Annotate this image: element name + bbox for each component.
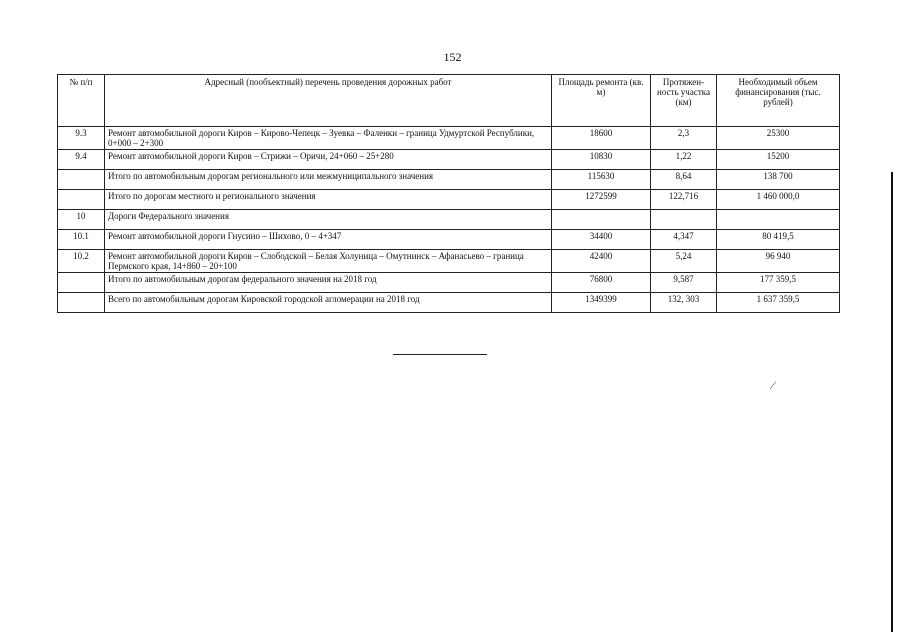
- row-funding: 1 637 359,5: [717, 293, 840, 313]
- row-name: Ремонт автомобильной дороги Киров – Стрижи – Оричи, 24+060 – 25+280: [105, 150, 552, 170]
- row-length: [651, 210, 717, 230]
- header-number: № п/п: [58, 75, 105, 127]
- scan-edge-line: [891, 172, 893, 632]
- row-area: 10830: [552, 150, 651, 170]
- row-number: [58, 293, 105, 313]
- row-area: 115630: [552, 170, 651, 190]
- closing-divider: [393, 354, 487, 355]
- row-area: 76800: [552, 273, 651, 293]
- row-number: [58, 273, 105, 293]
- row-name: Дороги Федерального значения: [105, 210, 552, 230]
- header-funding: Необходимый объем финансирования (тыс. рублей): [717, 75, 840, 127]
- row-length: 122,716: [651, 190, 717, 210]
- row-area: [552, 210, 651, 230]
- row-name: Итого по автомобильным дорогам федерального значения на 2018 год: [105, 273, 552, 293]
- row-name: Ремонт автомобильной дороги Киров – Кирово-Чепецк – Зуевка – Фаленки – граница Удмуртской Республики, 0+000 – 2+300: [105, 127, 552, 150]
- table-header-row: [58, 75, 840, 127]
- row-area: 42400: [552, 250, 651, 273]
- row-number: 9.3: [58, 127, 105, 150]
- table-row: [58, 250, 840, 273]
- header-repair-area: Площадь ремонта (кв. м): [552, 75, 651, 127]
- row-length: 8,64: [651, 170, 717, 190]
- row-number: 10.1: [58, 230, 105, 250]
- row-funding: 80 419,5: [717, 230, 840, 250]
- row-number: [58, 170, 105, 190]
- row-name: Всего по автомобильным дорогам Кировской городской агломерации на 2018 год: [105, 293, 552, 313]
- row-length: 5,24: [651, 250, 717, 273]
- row-length: 132, 303: [651, 293, 717, 313]
- row-name: Ремонт автомобильной дороги Гнусино – Шихово, 0 – 4+347: [105, 230, 552, 250]
- row-area: 34400: [552, 230, 651, 250]
- row-number: 10.2: [58, 250, 105, 273]
- table-row: [58, 230, 840, 250]
- row-area: 18600: [552, 127, 651, 150]
- row-length: 4,347: [651, 230, 717, 250]
- row-length: 9,587: [651, 273, 717, 293]
- table-row: [58, 170, 840, 190]
- header-address-list: Адресный (пообъектный) перечень проведения дорожных работ: [105, 75, 552, 127]
- row-name: Итого по автомобильным дорогам регионального или межмуниципального значения: [105, 170, 552, 190]
- row-funding: 138 700: [717, 170, 840, 190]
- row-area: 1349399: [552, 293, 651, 313]
- table-row: [58, 210, 840, 230]
- row-funding: 1 460 000,0: [717, 190, 840, 210]
- row-funding: 96 940: [717, 250, 840, 273]
- table-row: [58, 150, 840, 170]
- row-name: Ремонт автомобильной дороги Киров – Слободской – Белая Холуница – Омутнинск – Афанасьево – граница Пермского края, 14+860 – 20+100: [105, 250, 552, 273]
- row-length: 1,22: [651, 150, 717, 170]
- row-number: 10: [58, 210, 105, 230]
- page-number: 152: [443, 50, 462, 64]
- row-funding: [717, 210, 840, 230]
- table-row: [58, 127, 840, 150]
- row-number: 9.4: [58, 150, 105, 170]
- table-row: [58, 273, 840, 293]
- handwritten-mark-icon: ⁄: [772, 378, 775, 392]
- row-area: 1272599: [552, 190, 651, 210]
- row-funding: 25300: [717, 127, 840, 150]
- row-funding: 177 359,5: [717, 273, 840, 293]
- header-section-length: Протяжен-ность участка (км): [651, 75, 717, 127]
- table-row: [58, 293, 840, 313]
- table-row: [58, 190, 840, 210]
- row-funding: 15200: [717, 150, 840, 170]
- row-number: [58, 190, 105, 210]
- road-works-table: [57, 74, 840, 313]
- row-length: 2,3: [651, 127, 717, 150]
- row-name: Итого по дорогам местного и регионального значения: [105, 190, 552, 210]
